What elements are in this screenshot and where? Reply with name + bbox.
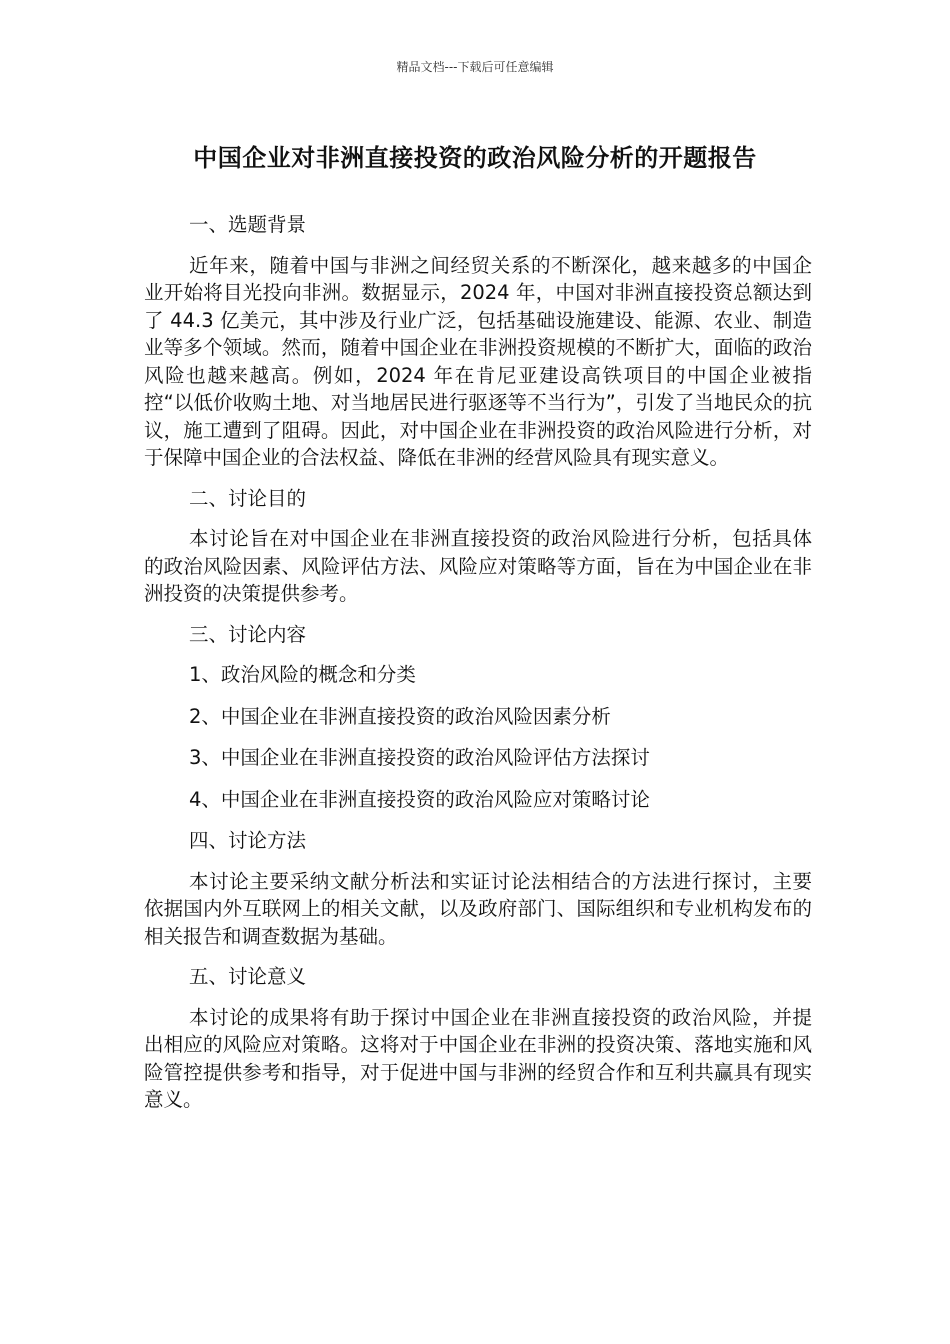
list-item: 1、政治风险的概念和分类 <box>189 663 416 686</box>
paragraph-significance: 本讨论的成果将有助于探讨中国企业在非洲直接投资的政治风险，并提出相应的风险应对策略。这将对于中国企业在非洲的投资决策、落地实施和风险管控提供参考和指导，对于促进中国与非洲的经贸合作和互利共赢具有现实意义。 <box>144 1005 812 1111</box>
paragraph-purpose: 本讨论旨在对中国企业在非洲直接投资的政治风险进行分析，包括具体的政治风险因素、风险评估方法、风险应对策略等方面，旨在为中国企业在非洲投资的决策提供参考。 <box>144 527 812 605</box>
list-item: 2、中国企业在非洲直接投资的政治风险因素分析 <box>189 704 611 728</box>
list-item: 4、中国企业在非洲直接投资的政治风险应对策略讨论 <box>189 787 650 811</box>
paragraph-background: 近年来，随着中国与非洲之间经贸关系的不断深化，越来越多的中国企业开始将目光投向非洲。数据显示，2024 年，中国对非洲直接投资总额达到了 44.3 亿美元，其中涉及行业广泛，包括基础设施建设、能源、农业、制造业等多个领域。然而，随着中国企业在非洲投资规模的不断扩大，面临的政治风险也越来越高。例如，2024 年在肯尼亚建设高铁项目的中国企业被指控“以低价收购土地、对当地居民进行驱逐等不当行为”，引发了当地民众的抗议，施工遭到了阻碍。因此，对中国企业在非洲投资的政治风险进行分析，对于保障中国企业的合法权益、降低在非洲的经营风险具有现实意义。 <box>144 253 812 469</box>
paragraph-method: 本讨论主要采纳文献分析法和实证讨论法相结合的方法进行探讨，主要依据国内外互联网上的相关文献，以及政府部门、国际组织和专业机构发布的相关报告和调查数据为基础。 <box>144 869 812 948</box>
section-heading-background: 一、选题背景 <box>189 213 307 236</box>
header-note: 精品文档---下载后可任意编辑 <box>396 60 554 74</box>
section-heading-content: 三、讨论内容 <box>189 622 307 646</box>
section-heading-method: 四、讨论方法 <box>189 829 307 852</box>
document-body <box>144 211 812 1127</box>
document-title: 中国企业对非洲直接投资的政治风险分析的开题报告 <box>193 144 757 172</box>
section-heading-purpose: 二、讨论目的 <box>189 486 307 510</box>
list-item: 3、中国企业在非洲直接投资的政治风险评估方法探讨 <box>189 746 650 769</box>
section-heading-significance: 五、讨论意义 <box>189 965 307 988</box>
